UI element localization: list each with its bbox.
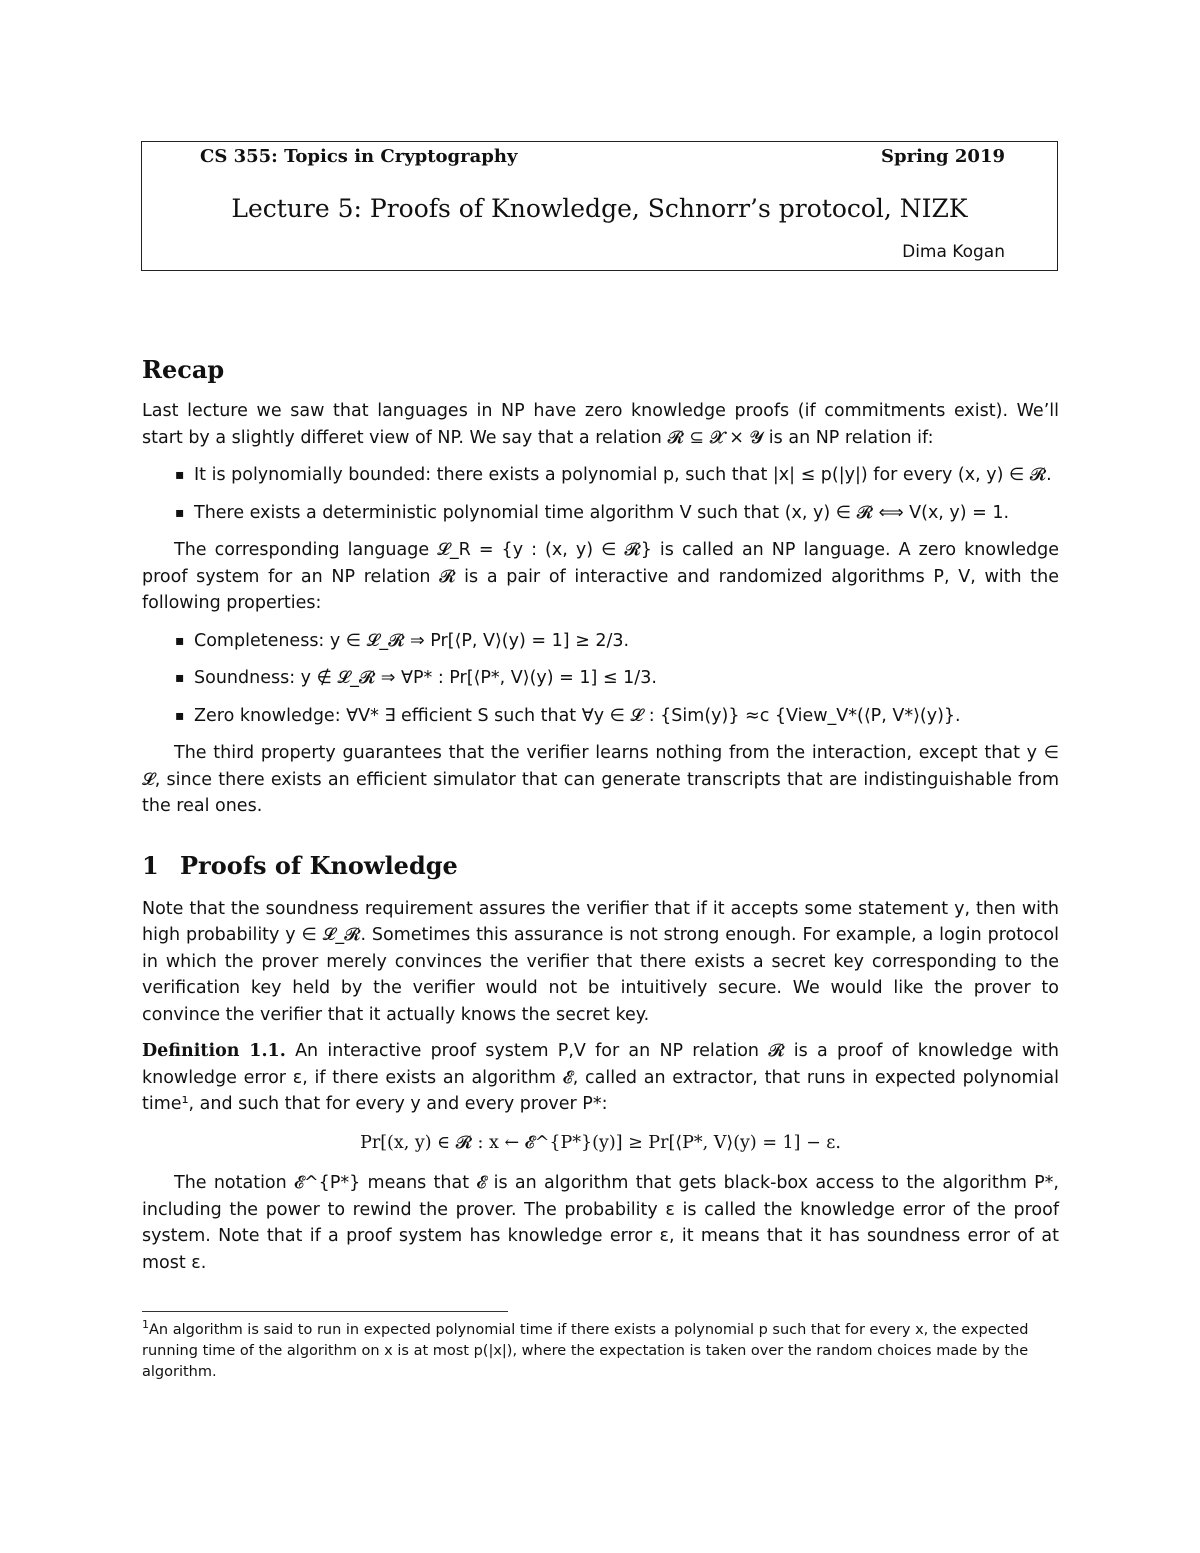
lecture-header bbox=[141, 141, 1058, 271]
recap-paragraph-2: The corresponding language 𝓛_R = {y : (x, y) ∈ 𝓡} is called an NP language. A zero knowledge proof system for an NP relation 𝓡 is a pair of interactive and randomized algorithms P, V, with the following properties: bbox=[142, 540, 1059, 613]
np-relation-list bbox=[142, 462, 1059, 526]
section-number: 1 bbox=[142, 850, 159, 880]
lecture-title: Lecture 5: Proofs of Knowledge, Schnorr’s protocol, NIZK bbox=[231, 194, 968, 223]
recap-intro: Last lecture we saw that languages in NP have zero knowledge proofs (if commitments exist). We’ll start by a slightly differet view of NP. We say that a relation 𝓡 ⊆ 𝓧 × 𝓨 is an NP relation if: bbox=[142, 401, 1059, 448]
list-item: ▪ There exists a deterministic polynomial time algorithm V such that (x, y) ∈ 𝓡 ⟺ V(x, y) = 1. bbox=[142, 500, 1059, 527]
section-title: Proofs of Knowledge bbox=[180, 850, 458, 880]
recap-paragraph-3: The third property guarantees that the verifier learns nothing from the interaction, except that y ∈ 𝓛, since there exists an efficient simulator that can generate transcripts that are indistinguishable from the real ones. bbox=[142, 743, 1059, 816]
main-content bbox=[142, 350, 1059, 1276]
footnote-text: An algorithm is said to run in expected polynomial time if there exists a polynomial p such that for every x, the expected running time of the algorithm on x is at most p(|x|), where the expectation is taken over the random choices made by the algorithm. bbox=[142, 1321, 1029, 1380]
extractor-equation: Pr[(x, y) ∈ 𝓡 : x ← 𝓔^{P*}(y)] ≥ Pr[⟨P*, V⟩(y) = 1] − ε. bbox=[360, 1132, 841, 1153]
list-item: ▪ Completeness: y ∈ 𝓛_𝓡 ⇒ Pr[⟨P, V⟩(y) = 1] ≥ 2/3. bbox=[142, 628, 1059, 655]
section-paragraph-2: The notation 𝓔^{P*} means that 𝓔 is an algorithm that gets black-box access to the algorithm P*, including the power to rewind the prover. The probability ε is called the knowledge error of the proof system. Note that if a proof system has knowledge error ε, it means that it has soundness error of at most ε. bbox=[142, 1173, 1059, 1273]
author: Dima Kogan bbox=[902, 242, 1005, 262]
section-paragraph-1: Note that the soundness requirement assures the verifier that if it accepts some statement y, then with high probability y ∈ 𝓛_𝓡. Sometimes this assurance is not strong enough. For example, a login protocol in which the prover merely convinces the verifier that there exists a secret key corresponding to the verification key held by the verifier would not be intuitively secure. We would like the prover to convince the verifier that it actually knows the secret key. bbox=[142, 898, 1059, 1025]
footnote-rule bbox=[142, 1311, 508, 1312]
footnote bbox=[142, 1314, 1059, 1383]
list-item: ▪ It is polynomially bounded: there exists a polynomial p, such that |x| ≤ p(|y|) for every (x, y) ∈ 𝓡. bbox=[142, 462, 1059, 489]
definition-text: An interactive proof system P,V for an NP relation 𝓡 is a proof of knowledge with knowledge error ε, if there exists an algorithm 𝓔, called an extractor, that runs in expected polynomial time¹, and such that for every y and every prover P*: bbox=[142, 1041, 1059, 1114]
list-item: ▪ Soundness: y ∉ 𝓛_𝓡 ⇒ ∀P* : Pr[⟨P*, V⟩(y) = 1] ≤ 1/3. bbox=[142, 665, 1059, 692]
section-heading bbox=[142, 846, 1059, 886]
course-name: CS 355: Topics in Cryptography bbox=[200, 146, 518, 167]
term: Spring 2019 bbox=[881, 146, 1005, 167]
recap-heading: Recap bbox=[142, 355, 225, 384]
list-item: ▪ Zero knowledge: ∀V* ∃ efficient S such that ∀y ∈ 𝓛 : {Sim(y)} ≈c {View_V*(⟨P, V*⟩(y)}. bbox=[142, 703, 1059, 730]
definition-label: Definition 1.1. bbox=[142, 1041, 286, 1061]
definition bbox=[142, 1038, 1059, 1118]
zk-properties-list bbox=[142, 628, 1059, 730]
footnote-mark: 1 bbox=[142, 1318, 149, 1331]
